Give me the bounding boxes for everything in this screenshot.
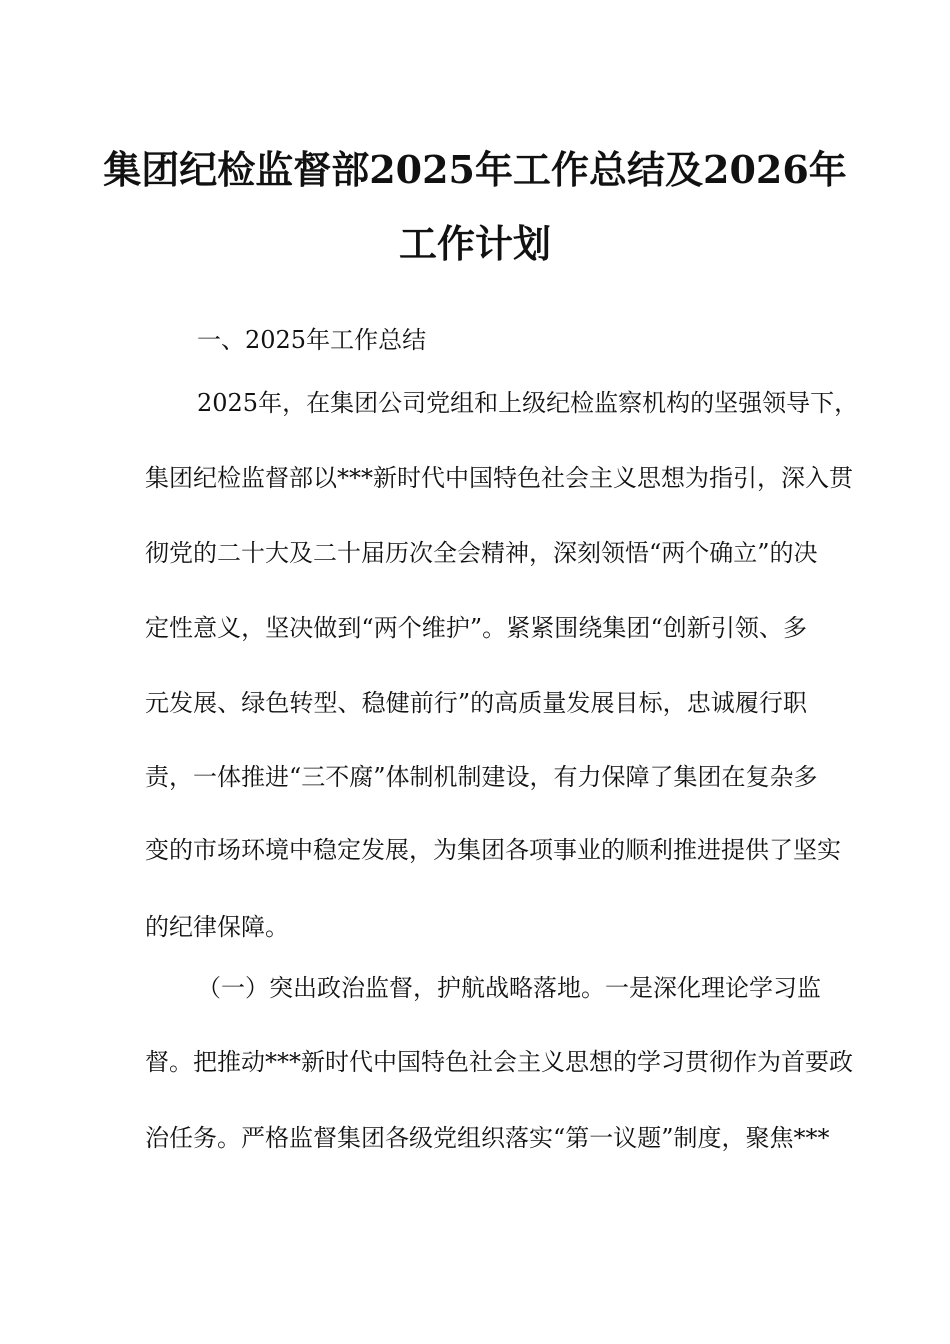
body-line: 定性意义，坚决做到“两个维护”。紧紧围绕集团“创新引领、多 [145,614,807,642]
body-line: 彻党的二十大及二十届历次全会精神，深刻领悟“两个确立”的决 [145,539,818,567]
body-line: 督。把推动***新时代中国特色社会主义思想的学习贯彻作为首要政 [145,1048,853,1076]
body-line: 治任务。严格监督集团各级党组织落实“第一议题”制度，聚焦*** [145,1124,830,1152]
body-line: 集团纪检监督部以***新时代中国特色社会主义思想为指引，深入贯 [145,464,853,492]
body-line: 2025年，在集团公司党组和上级纪检监察机构的坚强领导下， [197,389,859,417]
body-line: 变的市场环境中稳定发展，为集团各项事业的顺利推进提供了坚实 [145,836,841,864]
body-line: 的纪律保障。 [145,913,289,941]
body-line: 责，一体推进“三不腐”体制机制建设，有力保障了集团在复杂多 [145,763,818,791]
document-title-line-1: 集团纪检监督部2025年工作总结及2026年 [103,147,847,192]
document-title-line-2: 工作计划 [398,221,551,266]
body-line: 元发展、绿色转型、稳健前行”的高质量发展目标，忠诚履行职 [145,689,807,717]
section-heading: 一、2025年工作总结 [197,326,427,354]
body-line: （一）突出政治监督，护航战略落地。一是深化理论学习监 [197,974,821,1002]
